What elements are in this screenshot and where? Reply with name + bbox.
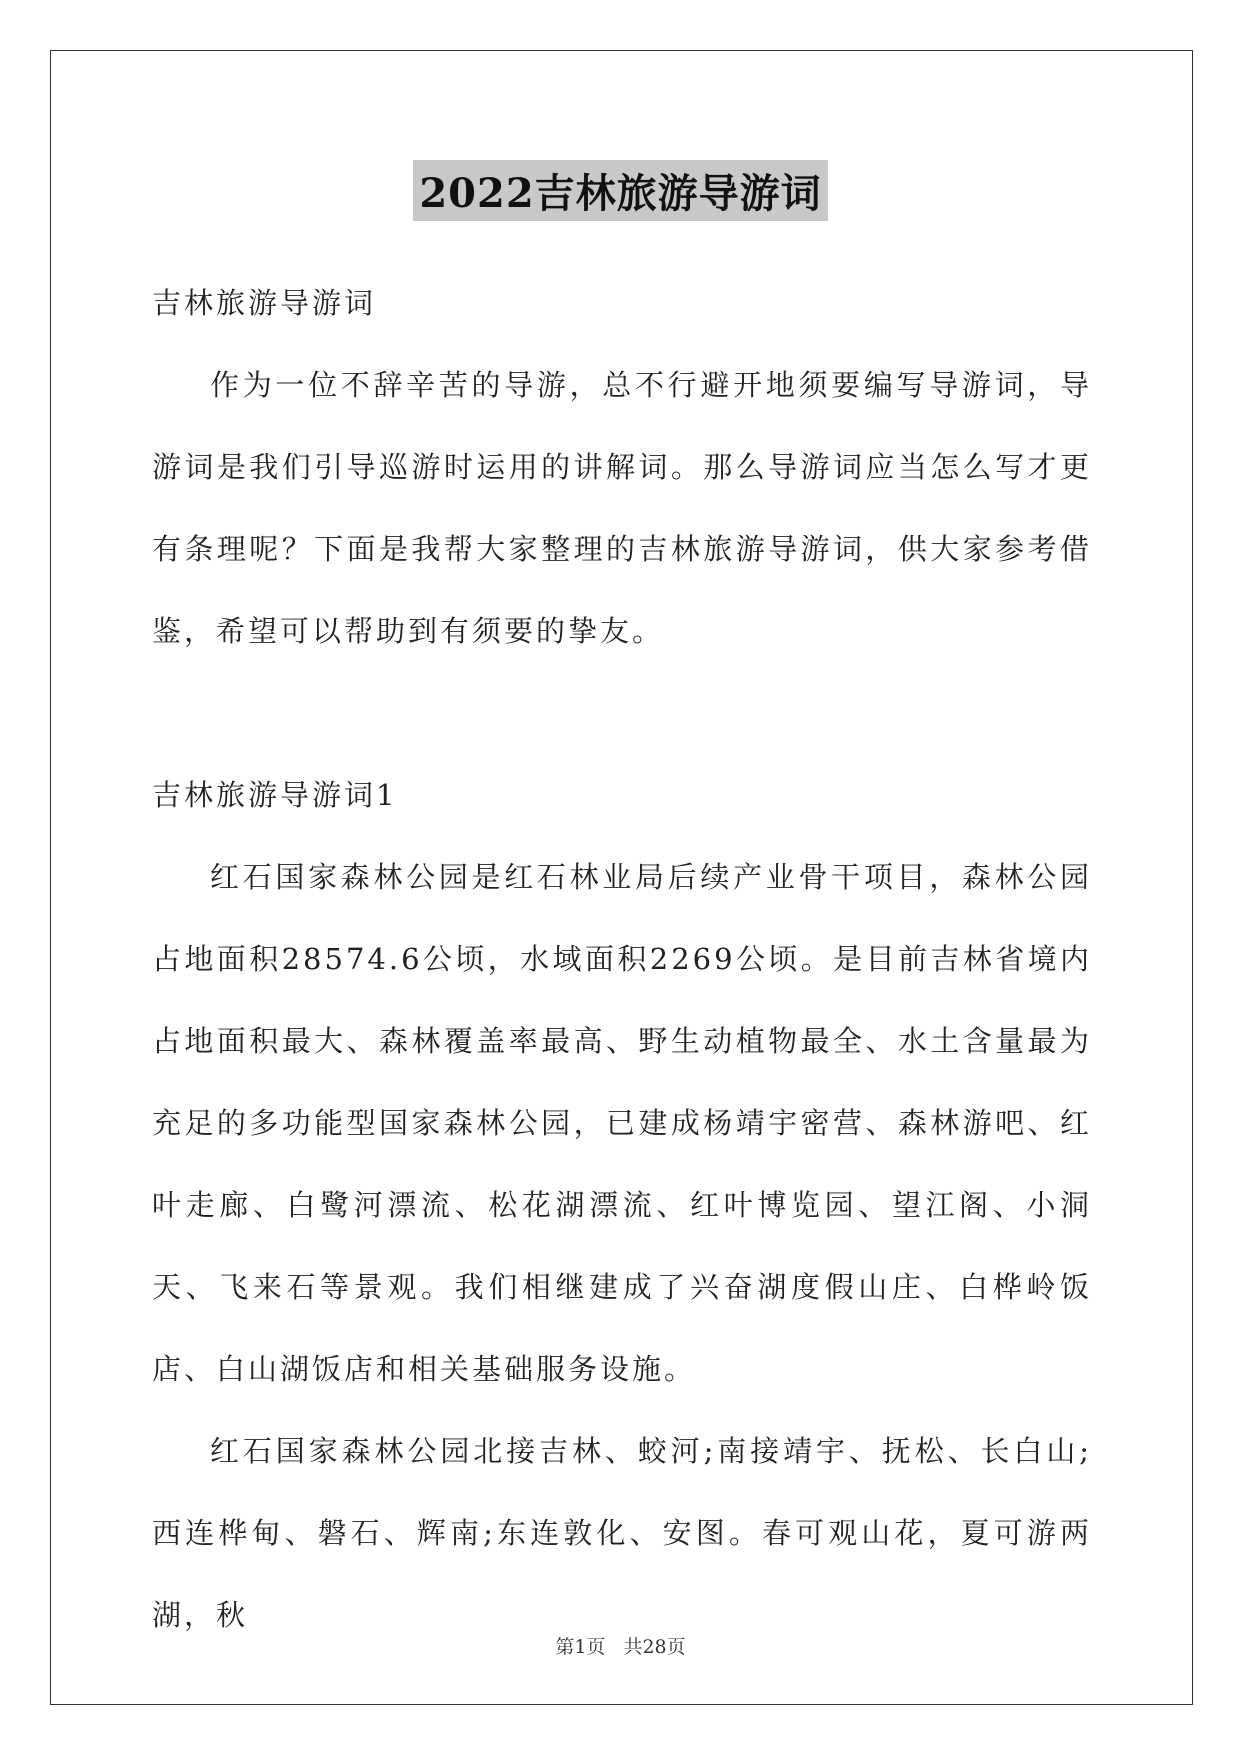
section-gap — [152, 672, 1092, 754]
body-paragraph: 红石国家森林公园北接吉林、蛟河;南接靖宇、抚松、长白山;西连桦甸、磐石、辉南;东连敦化、安图。春可观山花，夏可游两湖，秋 — [152, 1434, 1092, 1632]
page-number: 第1页 — [555, 1636, 606, 1658]
title-wrap — [0, 160, 1241, 221]
document-title: 2022吉林旅游导游词 — [413, 160, 827, 221]
section-heading: 吉林旅游导游词1 — [152, 778, 398, 812]
intro-paragraph: 作为一位不辞辛苦的导游，总不行避开地须要编写导游词，导游词是我们引导巡游时运用的讲解词。那么导游词应当怎么写才更有条理呢？下面是我帮大家整理的吉林旅游导游词，供大家参考借鉴，希望可以帮助到有须要的挚友。 — [152, 368, 1092, 648]
document-body — [152, 262, 1092, 1656]
intro-heading: 吉林旅游导游词 — [152, 286, 377, 320]
page-footer — [0, 1632, 1241, 1659]
page-total: 共28页 — [623, 1636, 686, 1658]
body-paragraph: 红石国家森林公园是红石林业局后续产业骨干项目，森林公园占地面积28574.6公顷，水域面积2269公顷。是目前吉林省境内占地面积最大、森林覆盖率最高、野生动植物最全、水土含量最为充足的多功能型国家森林公园，已建成杨靖宇密营、森林游吧、红叶走廊、白鹭河漂流、松花湖漂流、红叶博览园、望江阁、小洞天、飞来石等景观。我们相继建成了兴奋湖度假山庄、白桦岭饭店、白山湖饭店和相关基础服务设施。 — [152, 860, 1092, 1386]
